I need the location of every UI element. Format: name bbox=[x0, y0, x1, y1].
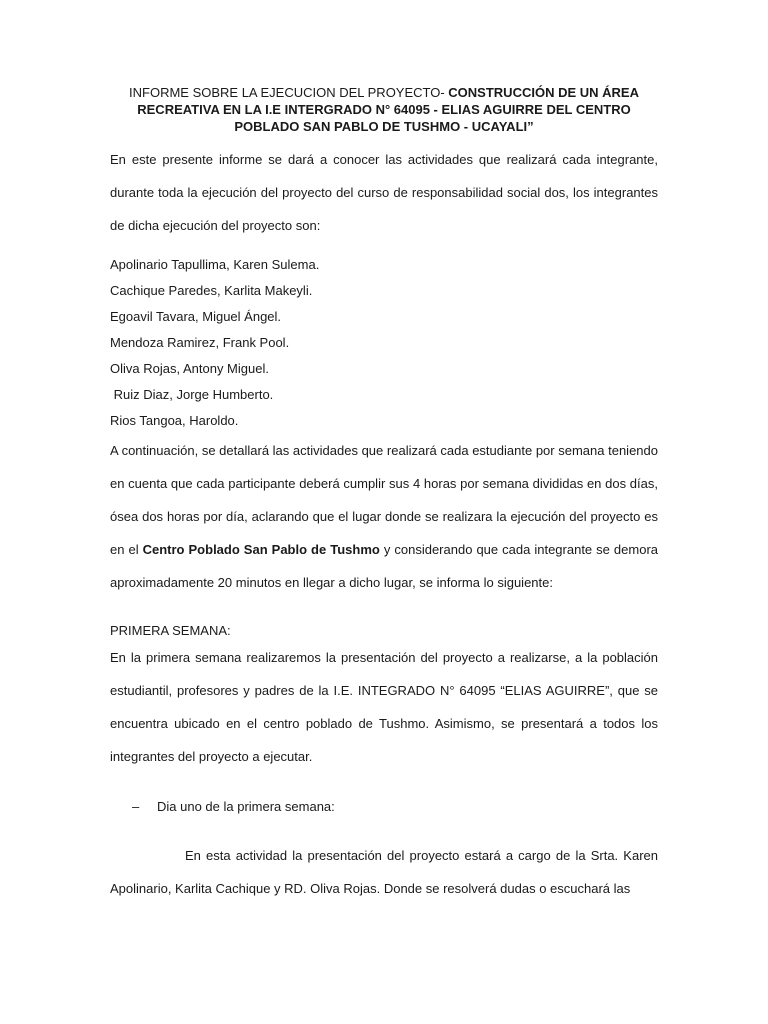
continuation-text-2: y considerando que cada integrante se demora aproximadamente 20 minutos en llegar a dicho lugar, se informa lo siguiente: bbox=[110, 542, 658, 590]
title-plain: INFORME SOBRE LA EJECUCION DEL PROYECTO- bbox=[129, 85, 449, 100]
member-item: Apolinario Tapullima, Karen Sulema. bbox=[110, 257, 320, 272]
dash-bullet: – bbox=[132, 799, 140, 814]
member-item: Mendoza Ramirez, Frank Pool. bbox=[110, 335, 290, 350]
day1-label: Dia uno de la primera semana: bbox=[157, 799, 335, 814]
member-item: Ruiz Diaz, Jorge Humberto. bbox=[110, 387, 274, 402]
week1-heading: PRIMERA SEMANA: bbox=[110, 623, 231, 638]
continuation-paragraph bbox=[110, 434, 658, 599]
member-item: Egoavil Tavara, Miguel Ángel. bbox=[110, 309, 282, 324]
member-item: Rios Tangoa, Haroldo. bbox=[110, 413, 239, 428]
day1-paragraph: En esta actividad la presentación del proyecto estará a cargo de la Srta. Karen Apolinario, Karlita Cachique y RD. Oliva Rojas. Donde se resolverá dudas o escuchará las bbox=[110, 848, 658, 896]
day1-list-item bbox=[132, 797, 658, 817]
members-list bbox=[110, 252, 658, 434]
week1-paragraph: En la primera semana realizaremos la presentación del proyecto a realizarse, a la población estudiantil, profesores y padres de la I.E. INTEGRADO N° 64095 “ELIAS AGUIRRE”, que se encuentra ubicado en el centro poblado de Tushmo. Asimismo, se presentará a todos los integrantes del proyecto a ejecutar. bbox=[110, 650, 658, 764]
title-bold: CONSTRUCCIÓN DE UN ÁREA RECREATIVA EN LA I.E INTERGRADO N° 64095 - ELIAS AGUIRRE DEL CENTRO POBLADO SAN PABLO DE TUSHMO - UCAYALI” bbox=[137, 85, 639, 134]
member-item: Cachique Paredes, Karlita Makeyli. bbox=[110, 283, 313, 298]
intro-paragraph: En este presente informe se dará a conocer las actividades que realizará cada integrante, durante toda la ejecución del proyecto del curso de responsabilidad social dos, los integrantes de dicha ejecución del proyecto son: bbox=[110, 152, 658, 233]
location-bold: Centro Poblado San Pablo de Tushmo bbox=[142, 542, 380, 557]
document-title bbox=[110, 84, 658, 135]
continuation-text-1: A continuación, se detallará las actividades que realizará cada estudiante por semana teniendo en cuenta que cada participante deberá cumplir sus 4 horas por semana divididas en dos días, ósea dos horas por día, aclarando que el lugar donde se realizara la ejecución del proyecto es en el bbox=[110, 443, 658, 557]
member-item: Oliva Rojas, Antony Miguel. bbox=[110, 361, 269, 376]
